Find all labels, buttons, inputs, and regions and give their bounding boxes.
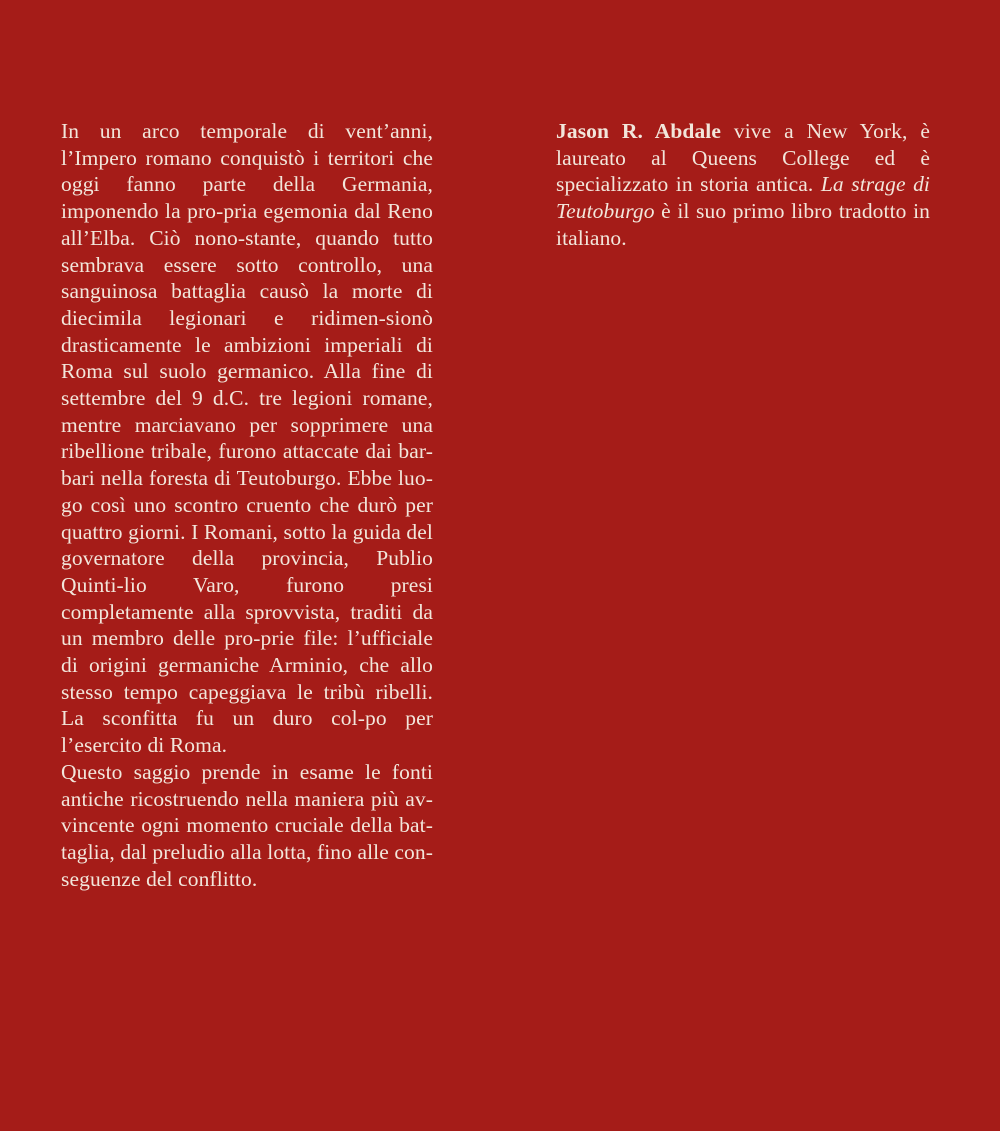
blurb-paragraph-2: Questo saggio prende in esame le fonti antiche ricostruendo nella maniera più av-vincente ogni momento cruciale della bat-taglia, dal preludio alla lotta, fino alle con-seguenze del conflitto. [61,759,433,891]
author-bio-text-after-title: è il suo primo libro tradotto in italiano. [556,199,930,250]
author-bio-text-before-title: vive a New York, è laureato al Queens College ed è specializzato in storia antica. [556,119,930,197]
author-bio-paragraph [556,118,930,252]
book-title: La strage di Teutoburgo [556,172,930,224]
blurb-paragraph-1: In un arco temporale di vent’anni, l’Impero romano conquistò i territori che oggi fanno parte della Germania, imponendo la pro-pria egemonia dal Reno all’Elba. Ciò nono-stante, quando tutto sembrava essere sotto controllo, una sanguinosa battaglia causò la morte di diecimila legionari e ridimen-sionò drasticamente le ambizioni imperiali di Roma sul suolo germanico. Alla fine di settembre del 9 d.C. tre legioni romane, mentre marciavano per sopprimere una ribellione tribale, furono attaccate dai bar-bari nella foresta di Teutoburgo. Ebbe luo-go così uno scontro cruento che durò per quattro giorni. I Romani, sotto la guida del governatore della provincia, Publio Quinti-lio Varo, furono presi completamente alla sprovvista, traditi da un membro delle pro-prie file: l’ufficiale di origini germaniche Arminio, che allo stesso tempo capeggiava le tribù ribelli. La sconfitta fu un duro col-po per l’esercito di Roma. [61,119,433,758]
blurb-column [61,118,433,892]
author-bio-column [556,118,930,252]
author-name: Jason R. Abdale [556,119,722,143]
